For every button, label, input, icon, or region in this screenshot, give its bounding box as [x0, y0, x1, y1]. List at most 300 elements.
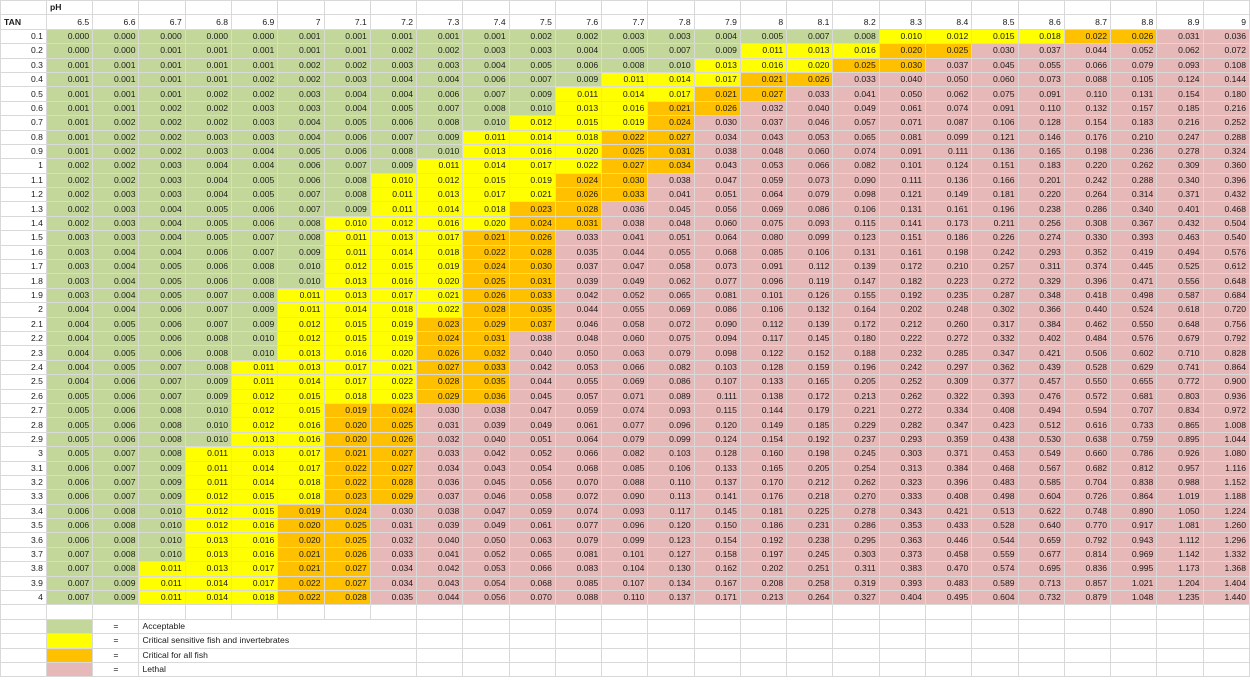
ammonia-value-cell[interactable]: 0.004: [46, 360, 92, 374]
ammonia-value-cell[interactable]: 0.006: [278, 173, 324, 187]
ammonia-value-cell[interactable]: 0.029: [463, 317, 509, 331]
empty-cell[interactable]: [972, 662, 1018, 676]
tan-value-cell[interactable]: 0.5: [1, 87, 47, 101]
ammonia-value-cell[interactable]: 0.093: [602, 504, 648, 518]
empty-cell[interactable]: [833, 605, 879, 619]
ammonia-value-cell[interactable]: 0.101: [879, 159, 925, 173]
ammonia-value-cell[interactable]: 0.483: [926, 576, 972, 590]
ammonia-value-cell[interactable]: 0.640: [1018, 519, 1064, 533]
empty-cell[interactable]: [1203, 605, 1249, 619]
ammonia-value-cell[interactable]: 0.004: [324, 101, 370, 115]
empty-cell[interactable]: [417, 634, 463, 648]
ammonia-value-cell[interactable]: 0.438: [972, 432, 1018, 446]
ammonia-value-cell[interactable]: 0.220: [1018, 188, 1064, 202]
empty-cell[interactable]: [463, 605, 509, 619]
ammonia-value-cell[interactable]: 0.029: [417, 389, 463, 403]
ammonia-value-cell[interactable]: 0.707: [1111, 403, 1157, 417]
ammonia-value-cell[interactable]: 0.050: [926, 72, 972, 86]
ammonia-value-cell[interactable]: 0.032: [370, 533, 416, 547]
ammonia-value-cell[interactable]: 0.019: [370, 331, 416, 345]
ammonia-value-cell[interactable]: 0.051: [648, 231, 694, 245]
ph-header-cell[interactable]: 7.9: [694, 15, 740, 29]
ammonia-value-cell[interactable]: 0.004: [232, 144, 278, 158]
ammonia-value-cell[interactable]: 0.072: [648, 317, 694, 331]
ammonia-value-cell[interactable]: 0.018: [278, 475, 324, 489]
ammonia-value-cell[interactable]: 0.202: [740, 562, 786, 576]
ammonia-value-cell[interactable]: 0.008: [278, 231, 324, 245]
ammonia-value-cell[interactable]: 0.119: [787, 274, 833, 288]
ammonia-value-cell[interactable]: 0.258: [787, 576, 833, 590]
ammonia-value-cell[interactable]: 0.026: [694, 101, 740, 115]
ammonia-value-cell[interactable]: 0.093: [1157, 58, 1203, 72]
ammonia-value-cell[interactable]: 0.023: [417, 317, 463, 331]
ammonia-value-cell[interactable]: 0.002: [232, 87, 278, 101]
empty-cell[interactable]: [879, 605, 925, 619]
ammonia-value-cell[interactable]: 0.009: [139, 461, 185, 475]
ammonia-value-cell[interactable]: 0.133: [694, 461, 740, 475]
empty-cell[interactable]: [463, 1, 509, 15]
ammonia-value-cell[interactable]: 0.091: [740, 260, 786, 274]
ammonia-value-cell[interactable]: 1.152: [1203, 475, 1249, 489]
ammonia-value-cell[interactable]: 0.262: [1111, 159, 1157, 173]
empty-cell[interactable]: [555, 662, 601, 676]
ammonia-value-cell[interactable]: 0.302: [972, 303, 1018, 317]
ammonia-value-cell[interactable]: 0.117: [648, 504, 694, 518]
ammonia-value-cell[interactable]: 0.008: [93, 504, 139, 518]
ammonia-value-cell[interactable]: 0.264: [1064, 188, 1110, 202]
ammonia-value-cell[interactable]: 0.002: [417, 44, 463, 58]
ammonia-value-cell[interactable]: 0.495: [926, 591, 972, 605]
ammonia-value-cell[interactable]: 0.022: [602, 130, 648, 144]
ammonia-value-cell[interactable]: 0.021: [370, 360, 416, 374]
ammonia-value-cell[interactable]: 0.060: [694, 216, 740, 230]
ammonia-value-cell[interactable]: 0.498: [1111, 288, 1157, 302]
ammonia-value-cell[interactable]: 0.005: [185, 216, 231, 230]
ammonia-value-cell[interactable]: 0.117: [740, 331, 786, 345]
legend-label[interactable]: Critical sensitive fish and invertebrates: [139, 634, 417, 648]
ammonia-value-cell[interactable]: 0.002: [46, 173, 92, 187]
ammonia-value-cell[interactable]: 0.604: [972, 591, 1018, 605]
ammonia-value-cell[interactable]: 0.917: [1111, 519, 1157, 533]
ammonia-value-cell[interactable]: 0.121: [879, 188, 925, 202]
ammonia-value-cell[interactable]: 0.028: [463, 303, 509, 317]
empty-cell[interactable]: [879, 648, 925, 662]
ammonia-value-cell[interactable]: 0.004: [93, 260, 139, 274]
ammonia-value-cell[interactable]: 0.004: [185, 159, 231, 173]
ammonia-value-cell[interactable]: 0.010: [139, 547, 185, 561]
ammonia-value-cell[interactable]: 0.085: [740, 245, 786, 259]
ammonia-value-cell[interactable]: 0.012: [185, 490, 231, 504]
ammonia-value-cell[interactable]: 0.066: [509, 562, 555, 576]
ammonia-value-cell[interactable]: 0.005: [602, 44, 648, 58]
ammonia-value-cell[interactable]: 0.001: [46, 87, 92, 101]
ammonia-value-cell[interactable]: 0.022: [463, 245, 509, 259]
ammonia-value-cell[interactable]: 0.252: [1203, 116, 1249, 130]
ph-header-cell[interactable]: 8.8: [1111, 15, 1157, 29]
ammonia-value-cell[interactable]: 0.152: [787, 346, 833, 360]
ammonia-value-cell[interactable]: 0.393: [1111, 231, 1157, 245]
ammonia-value-cell[interactable]: 0.042: [555, 288, 601, 302]
ammonia-value-cell[interactable]: 0.005: [46, 447, 92, 461]
ammonia-value-cell[interactable]: 0.024: [417, 331, 463, 345]
ammonia-value-cell[interactable]: 0.006: [93, 432, 139, 446]
ammonia-value-cell[interactable]: 0.003: [324, 72, 370, 86]
ammonia-value-cell[interactable]: 1.021: [1111, 576, 1157, 590]
ammonia-value-cell[interactable]: 0.030: [370, 504, 416, 518]
ammonia-value-cell[interactable]: 0.221: [833, 403, 879, 417]
ammonia-value-cell[interactable]: 0.005: [139, 288, 185, 302]
empty-cell[interactable]: [1157, 1, 1203, 15]
ammonia-value-cell[interactable]: 0.146: [1018, 130, 1064, 144]
ammonia-value-cell[interactable]: 0.343: [879, 504, 925, 518]
empty-cell[interactable]: [602, 662, 648, 676]
ammonia-value-cell[interactable]: 0.031: [370, 519, 416, 533]
ammonia-value-cell[interactable]: 0.544: [972, 533, 1018, 547]
ammonia-value-cell[interactable]: 0.008: [93, 562, 139, 576]
ammonia-value-cell[interactable]: 0.008: [370, 144, 416, 158]
ammonia-value-cell[interactable]: 0.433: [926, 519, 972, 533]
ammonia-value-cell[interactable]: 0.047: [463, 504, 509, 518]
ammonia-value-cell[interactable]: 0.010: [232, 331, 278, 345]
ammonia-value-cell[interactable]: 0.494: [1018, 403, 1064, 417]
ammonia-value-cell[interactable]: 0.042: [463, 447, 509, 461]
tan-value-cell[interactable]: 2.6: [1, 389, 47, 403]
ammonia-value-cell[interactable]: 0.098: [694, 346, 740, 360]
ammonia-value-cell[interactable]: 1.081: [1157, 519, 1203, 533]
tan-value-cell[interactable]: 1.9: [1, 288, 47, 302]
ph-header-cell[interactable]: 7.2: [370, 15, 416, 29]
ammonia-value-cell[interactable]: 0.099: [602, 533, 648, 547]
ammonia-value-cell[interactable]: 0.027: [370, 461, 416, 475]
ammonia-value-cell[interactable]: 0.040: [787, 101, 833, 115]
ammonia-value-cell[interactable]: 0.014: [324, 303, 370, 317]
ammonia-value-cell[interactable]: 0.005: [46, 418, 92, 432]
ammonia-value-cell[interactable]: 0.003: [46, 245, 92, 259]
ammonia-value-cell[interactable]: 0.090: [602, 490, 648, 504]
ammonia-value-cell[interactable]: 0.031: [417, 418, 463, 432]
ammonia-value-cell[interactable]: 0.172: [833, 317, 879, 331]
ammonia-value-cell[interactable]: 0.039: [417, 519, 463, 533]
ammonia-value-cell[interactable]: 0.008: [602, 58, 648, 72]
ammonia-value-cell[interactable]: 0.007: [509, 72, 555, 86]
tan-value-cell[interactable]: 1.1: [1, 173, 47, 187]
tan-value-cell[interactable]: 0.9: [1, 144, 47, 158]
ammonia-value-cell[interactable]: 0.086: [694, 303, 740, 317]
ammonia-value-cell[interactable]: 0.001: [46, 116, 92, 130]
ammonia-value-cell[interactable]: 0.213: [740, 591, 786, 605]
ammonia-value-cell[interactable]: 0.384: [926, 461, 972, 475]
ammonia-value-cell[interactable]: 0.528: [972, 519, 1018, 533]
ammonia-value-cell[interactable]: 0.147: [833, 274, 879, 288]
ammonia-value-cell[interactable]: 0.070: [509, 591, 555, 605]
ammonia-value-cell[interactable]: 0.756: [1203, 317, 1249, 331]
ammonia-value-cell[interactable]: 0.105: [1111, 72, 1157, 86]
ammonia-value-cell[interactable]: 0.027: [324, 562, 370, 576]
ammonia-value-cell[interactable]: 0.032: [463, 346, 509, 360]
ammonia-value-cell[interactable]: 0.112: [740, 317, 786, 331]
ammonia-value-cell[interactable]: 0.008: [232, 288, 278, 302]
ammonia-value-cell[interactable]: 0.025: [324, 533, 370, 547]
ammonia-value-cell[interactable]: 0.004: [93, 274, 139, 288]
ammonia-value-cell[interactable]: 0.695: [1018, 562, 1064, 576]
ammonia-value-cell[interactable]: 0.055: [555, 375, 601, 389]
ammonia-value-cell[interactable]: 0.007: [46, 547, 92, 561]
ammonia-value-cell[interactable]: 0.038: [694, 144, 740, 158]
ammonia-value-cell[interactable]: 0.023: [509, 202, 555, 216]
ammonia-value-cell[interactable]: 0.748: [1064, 504, 1110, 518]
ammonia-value-cell[interactable]: 0.006: [278, 159, 324, 173]
ammonia-value-cell[interactable]: 0.007: [324, 159, 370, 173]
empty-cell[interactable]: [463, 619, 509, 633]
ammonia-value-cell[interactable]: 0.043: [417, 576, 463, 590]
ammonia-value-cell[interactable]: 0.223: [926, 274, 972, 288]
ammonia-value-cell[interactable]: 0.123: [833, 231, 879, 245]
ammonia-value-cell[interactable]: 0.014: [417, 202, 463, 216]
ammonia-value-cell[interactable]: 0.035: [509, 303, 555, 317]
ammonia-value-cell[interactable]: 0.046: [463, 490, 509, 504]
ammonia-value-cell[interactable]: 0.031: [509, 274, 555, 288]
ammonia-value-cell[interactable]: 1.368: [1203, 562, 1249, 576]
ammonia-value-cell[interactable]: 0.001: [185, 58, 231, 72]
ammonia-value-cell[interactable]: 0.371: [926, 447, 972, 461]
ph-header-cell[interactable]: 7.3: [417, 15, 463, 29]
empty-cell[interactable]: [185, 605, 231, 619]
empty-cell[interactable]: [694, 605, 740, 619]
ammonia-value-cell[interactable]: 0.525: [1157, 260, 1203, 274]
ammonia-value-cell[interactable]: 0.340: [1111, 202, 1157, 216]
empty-cell[interactable]: [602, 619, 648, 633]
empty-cell[interactable]: [1064, 662, 1110, 676]
ammonia-value-cell[interactable]: 0.026: [555, 188, 601, 202]
ammonia-value-cell[interactable]: 0.286: [1064, 202, 1110, 216]
ammonia-value-cell[interactable]: 0.025: [926, 44, 972, 58]
ammonia-value-cell[interactable]: 0.000: [93, 44, 139, 58]
ammonia-value-cell[interactable]: 0.013: [232, 447, 278, 461]
ammonia-value-cell[interactable]: 0.498: [972, 490, 1018, 504]
ammonia-value-cell[interactable]: 0.445: [1111, 260, 1157, 274]
ammonia-value-cell[interactable]: 0.629: [1111, 360, 1157, 374]
ammonia-value-cell[interactable]: 0.086: [648, 375, 694, 389]
ammonia-value-cell[interactable]: 0.096: [648, 418, 694, 432]
ammonia-value-cell[interactable]: 0.007: [46, 591, 92, 605]
ammonia-value-cell[interactable]: 0.421: [1018, 346, 1064, 360]
ammonia-value-cell[interactable]: 0.022: [324, 475, 370, 489]
ammonia-value-cell[interactable]: 0.181: [972, 188, 1018, 202]
ammonia-value-cell[interactable]: 0.106: [972, 116, 1018, 130]
ammonia-value-cell[interactable]: 0.471: [1111, 274, 1157, 288]
ammonia-value-cell[interactable]: 0.101: [740, 288, 786, 302]
ammonia-value-cell[interactable]: 0.005: [93, 331, 139, 345]
ammonia-value-cell[interactable]: 0.031: [648, 144, 694, 158]
ammonia-value-cell[interactable]: 0.022: [370, 375, 416, 389]
ammonia-value-cell[interactable]: 0.895: [1157, 432, 1203, 446]
ammonia-value-cell[interactable]: 0.048: [740, 144, 786, 158]
ammonia-value-cell[interactable]: 0.002: [232, 72, 278, 86]
ammonia-value-cell[interactable]: 0.011: [232, 375, 278, 389]
ammonia-value-cell[interactable]: 0.011: [139, 576, 185, 590]
ammonia-value-cell[interactable]: 0.340: [1157, 173, 1203, 187]
tan-value-cell[interactable]: 2.2: [1, 331, 47, 345]
ammonia-value-cell[interactable]: 0.010: [648, 58, 694, 72]
ammonia-value-cell[interactable]: 0.374: [1064, 260, 1110, 274]
ammonia-value-cell[interactable]: 0.311: [833, 562, 879, 576]
empty-cell[interactable]: [417, 1, 463, 15]
legend-swatch[interactable]: [46, 648, 92, 662]
ammonia-value-cell[interactable]: 0.085: [555, 576, 601, 590]
ammonia-value-cell[interactable]: 0.015: [232, 490, 278, 504]
ph-header-cell[interactable]: 9: [1203, 15, 1249, 29]
tan-value-cell[interactable]: 2.1: [1, 317, 47, 331]
ammonia-value-cell[interactable]: 0.278: [1157, 144, 1203, 158]
ammonia-value-cell[interactable]: 0.016: [232, 547, 278, 561]
empty-cell[interactable]: [324, 605, 370, 619]
ammonia-value-cell[interactable]: 0.003: [232, 116, 278, 130]
ammonia-value-cell[interactable]: 0.462: [1064, 317, 1110, 331]
legend-equals[interactable]: =: [93, 648, 139, 662]
ammonia-value-cell[interactable]: 0.684: [1203, 288, 1249, 302]
ammonia-value-cell[interactable]: 0.014: [463, 159, 509, 173]
ammonia-value-cell[interactable]: 0.008: [833, 29, 879, 43]
ammonia-value-cell[interactable]: 0.359: [926, 432, 972, 446]
empty-cell[interactable]: [139, 1, 185, 15]
ammonia-value-cell[interactable]: 0.064: [694, 231, 740, 245]
ammonia-value-cell[interactable]: 0.020: [324, 418, 370, 432]
empty-cell[interactable]: [648, 605, 694, 619]
ammonia-value-cell[interactable]: 0.024: [463, 260, 509, 274]
ammonia-value-cell[interactable]: 0.010: [139, 533, 185, 547]
ammonia-value-cell[interactable]: 0.001: [232, 58, 278, 72]
ammonia-value-cell[interactable]: 0.836: [1064, 562, 1110, 576]
ammonia-value-cell[interactable]: 0.154: [694, 533, 740, 547]
ammonia-value-cell[interactable]: 0.660: [1064, 447, 1110, 461]
empty-cell[interactable]: [278, 605, 324, 619]
ammonia-value-cell[interactable]: 0.038: [648, 173, 694, 187]
empty-cell[interactable]: [1, 619, 47, 633]
legend-swatch[interactable]: [46, 634, 92, 648]
ammonia-value-cell[interactable]: 1.019: [1157, 490, 1203, 504]
ammonia-value-cell[interactable]: 0.704: [1064, 475, 1110, 489]
ammonia-value-cell[interactable]: 0.040: [463, 432, 509, 446]
ammonia-value-cell[interactable]: 0.093: [787, 216, 833, 230]
ammonia-value-cell[interactable]: 0.013: [278, 346, 324, 360]
empty-cell[interactable]: [648, 619, 694, 633]
ammonia-value-cell[interactable]: 0.003: [232, 130, 278, 144]
ammonia-value-cell[interactable]: 0.044: [509, 375, 555, 389]
ammonia-value-cell[interactable]: 0.648: [1203, 274, 1249, 288]
ammonia-value-cell[interactable]: 0.063: [602, 346, 648, 360]
ammonia-value-cell[interactable]: 0.530: [1018, 432, 1064, 446]
ammonia-value-cell[interactable]: 0.311: [1018, 260, 1064, 274]
ammonia-value-cell[interactable]: 0.011: [278, 288, 324, 302]
ammonia-value-cell[interactable]: 0.058: [602, 317, 648, 331]
ammonia-value-cell[interactable]: 0.080: [740, 231, 786, 245]
ammonia-value-cell[interactable]: 0.079: [602, 432, 648, 446]
ammonia-value-cell[interactable]: 0.011: [370, 188, 416, 202]
empty-cell[interactable]: [787, 1, 833, 15]
ammonia-value-cell[interactable]: 0.183: [1111, 116, 1157, 130]
ammonia-value-cell[interactable]: 0.550: [1064, 375, 1110, 389]
ammonia-value-cell[interactable]: 0.373: [879, 547, 925, 561]
ammonia-value-cell[interactable]: 0.034: [417, 461, 463, 475]
ammonia-value-cell[interactable]: 0.022: [555, 159, 601, 173]
ammonia-value-cell[interactable]: 0.362: [972, 360, 1018, 374]
ammonia-value-cell[interactable]: 0.027: [740, 87, 786, 101]
ammonia-value-cell[interactable]: 0.007: [185, 288, 231, 302]
ammonia-value-cell[interactable]: 0.710: [1157, 346, 1203, 360]
ammonia-value-cell[interactable]: 0.088: [555, 591, 601, 605]
ammonia-value-cell[interactable]: 0.050: [555, 346, 601, 360]
ammonia-value-cell[interactable]: 0.046: [787, 116, 833, 130]
ammonia-value-cell[interactable]: 0.648: [1157, 317, 1203, 331]
ammonia-value-cell[interactable]: 0.936: [1203, 389, 1249, 403]
ammonia-value-cell[interactable]: 0.327: [833, 591, 879, 605]
ammonia-value-cell[interactable]: 0.033: [555, 231, 601, 245]
ammonia-value-cell[interactable]: 0.003: [232, 101, 278, 115]
ammonia-value-cell[interactable]: 0.049: [602, 274, 648, 288]
ammonia-value-cell[interactable]: 0.033: [370, 547, 416, 561]
ammonia-value-cell[interactable]: 0.812: [1111, 461, 1157, 475]
ammonia-value-cell[interactable]: 0.198: [926, 245, 972, 259]
ammonia-value-cell[interactable]: 0.006: [555, 58, 601, 72]
ammonia-value-cell[interactable]: 0.002: [278, 72, 324, 86]
ammonia-value-cell[interactable]: 0.002: [139, 101, 185, 115]
ammonia-value-cell[interactable]: 0.295: [833, 533, 879, 547]
ammonia-value-cell[interactable]: 0.073: [787, 173, 833, 187]
ammonia-value-cell[interactable]: 0.044: [1064, 44, 1110, 58]
ammonia-value-cell[interactable]: 0.720: [1203, 303, 1249, 317]
ammonia-value-cell[interactable]: 0.053: [463, 562, 509, 576]
empty-cell[interactable]: [972, 634, 1018, 648]
ammonia-value-cell[interactable]: 0.037: [740, 116, 786, 130]
empty-cell[interactable]: [509, 662, 555, 676]
ammonia-value-cell[interactable]: 0.506: [1064, 346, 1110, 360]
ammonia-value-cell[interactable]: 0.026: [787, 72, 833, 86]
ammonia-value-cell[interactable]: 0.001: [185, 44, 231, 58]
ammonia-value-cell[interactable]: 0.040: [879, 72, 925, 86]
ammonia-value-cell[interactable]: 0.082: [648, 360, 694, 374]
ammonia-value-cell[interactable]: 0.006: [93, 389, 139, 403]
ammonia-value-cell[interactable]: 0.028: [509, 245, 555, 259]
ammonia-value-cell[interactable]: 0.124: [1157, 72, 1203, 86]
ammonia-value-cell[interactable]: 0.145: [787, 331, 833, 345]
ammonia-value-cell[interactable]: 0.007: [185, 303, 231, 317]
ammonia-value-cell[interactable]: 0.054: [509, 461, 555, 475]
ammonia-value-cell[interactable]: 0.009: [139, 490, 185, 504]
empty-cell[interactable]: [879, 1, 925, 15]
empty-cell[interactable]: [93, 605, 139, 619]
ammonia-value-cell[interactable]: 0.317: [972, 317, 1018, 331]
empty-cell[interactable]: [1157, 648, 1203, 662]
ammonia-value-cell[interactable]: 0.003: [417, 58, 463, 72]
ammonia-value-cell[interactable]: 0.248: [926, 303, 972, 317]
ammonia-value-cell[interactable]: 0.377: [972, 375, 1018, 389]
tan-value-cell[interactable]: 1.5: [1, 231, 47, 245]
ammonia-value-cell[interactable]: 0.036: [602, 202, 648, 216]
ammonia-value-cell[interactable]: 0.012: [370, 216, 416, 230]
ammonia-value-cell[interactable]: 0.008: [463, 101, 509, 115]
ammonia-value-cell[interactable]: 0.006: [46, 504, 92, 518]
ammonia-value-cell[interactable]: 0.081: [555, 547, 601, 561]
ph-header-cell[interactable]: 7.8: [648, 15, 694, 29]
empty-cell[interactable]: [1018, 1, 1064, 15]
legend-label[interactable]: Acceptable: [139, 619, 417, 633]
ph-header-cell[interactable]: 8.3: [879, 15, 925, 29]
ammonia-value-cell[interactable]: 0.957: [1157, 461, 1203, 475]
ammonia-value-cell[interactable]: 0.011: [185, 461, 231, 475]
ammonia-value-cell[interactable]: 0.075: [972, 87, 1018, 101]
ammonia-value-cell[interactable]: 0.058: [509, 490, 555, 504]
ammonia-value-cell[interactable]: 0.006: [46, 533, 92, 547]
